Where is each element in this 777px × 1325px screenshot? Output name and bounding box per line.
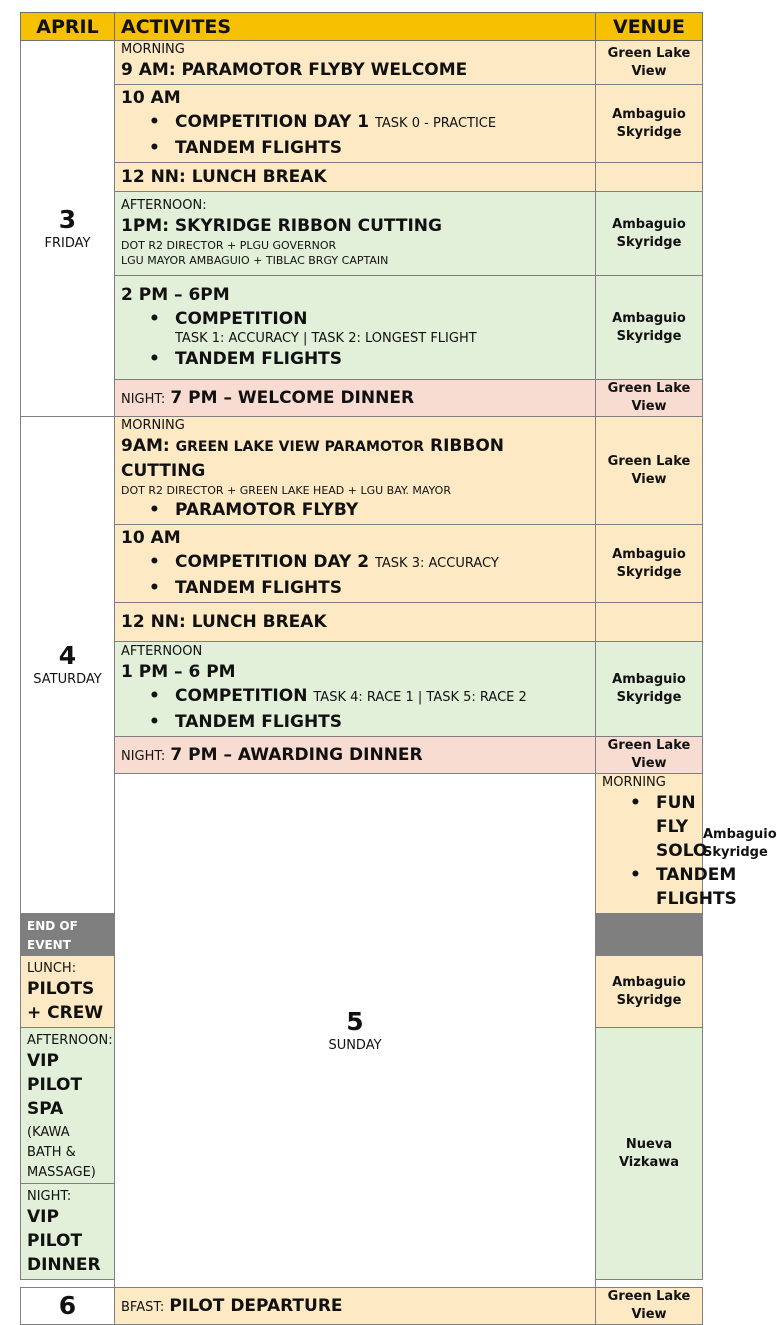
venue-cell: Green Lake View [596, 1288, 703, 1325]
bullet-text: COMPETITION DAY 1 [175, 112, 370, 132]
period-label: NIGHT: [121, 748, 166, 764]
activity-detail: LGU MAYOR AMBAGUIO + TIBLAC BRGY CAPTAIN [121, 254, 389, 267]
bullet-note: TASK 4: RACE 1 | TASK 5: RACE 2 [313, 689, 527, 705]
period-label: AFTERNOON: [121, 198, 207, 213]
day-cell [21, 41, 115, 417]
activity-title [121, 434, 589, 483]
activity-cell [596, 774, 737, 914]
schedule-row [21, 192, 703, 276]
title-place: GREEN LAKE VIEW PARAMOTOR [175, 439, 425, 455]
activity-cell [21, 956, 115, 1028]
activity-note: (KAWA BATH & MASSAGE) [27, 1125, 96, 1180]
day-number: 4 [58, 641, 77, 670]
activity-cell [21, 1184, 115, 1280]
activity-cell [115, 1288, 596, 1325]
activity-cell [115, 417, 596, 525]
header-venue: VENUE [596, 13, 703, 41]
activity-title: PILOTS + CREW [27, 979, 104, 1023]
end-of-event-label: END OF EVENT [27, 919, 78, 952]
bullet-text: COMPETITION DAY 2 [175, 552, 370, 572]
bullet-item [121, 136, 589, 160]
activity-detail: DOT R2 DIRECTOR + PLGU GOVERNOR [121, 239, 337, 252]
day-number: 6 [58, 1291, 77, 1320]
activity-title: PILOT DEPARTURE [169, 1295, 343, 1316]
activity-time: 10 AM [121, 528, 181, 548]
activity-title: VIP PILOT DINNER [27, 1207, 101, 1275]
day-cell [21, 417, 115, 914]
bullet-text: COMPETITION [175, 685, 308, 706]
schedule-row [21, 41, 703, 85]
period-label: NIGHT: [27, 1189, 72, 1204]
venue-cell: Ambaguio Skyridge [596, 642, 703, 737]
activity-cell [115, 380, 596, 417]
schedule-row [21, 642, 703, 737]
day-name: SATURDAY [33, 672, 102, 687]
activity-cell [115, 41, 596, 85]
header-month: APRIL [21, 13, 115, 41]
bullet-note: TASK 0 - PRACTICE [374, 116, 497, 131]
spacer-cell [21, 1280, 115, 1288]
schedule-row [21, 276, 703, 380]
activity-title: VIP PILOT SPA [27, 1051, 83, 1119]
activity-title: 9 AM: PARAMOTOR FLYBY WELCOME [121, 60, 468, 80]
period-label: BFAST: [121, 1299, 165, 1315]
activity-title: 12 NN: LUNCH BREAK [121, 166, 327, 187]
activity-detail: DOT R2 DIRECTOR + GREEN LAKE HEAD + LGU BAY. MAYOR [121, 484, 451, 497]
period-label: MORNING [121, 42, 185, 57]
day-name: SUNDAY [328, 1037, 382, 1053]
bullet-note: TASK 1: ACCURACY | TASK 2: LONGEST FLIGHT [175, 331, 477, 346]
venue-cell: Nueva Vizkawa [596, 1028, 703, 1280]
activity-title: 12 NN: LUNCH BREAK [121, 611, 327, 632]
schedule-table [20, 12, 777, 1325]
title-time: 9AM: [121, 436, 170, 456]
venue-cell: Green Lake View [596, 737, 703, 774]
period-label: AFTERNOON: [27, 1033, 113, 1048]
activity-time: 1 PM – 6 PM [121, 661, 236, 682]
period-label: AFTERNOON [121, 643, 203, 659]
bullet-item [121, 110, 589, 136]
bullet-item [121, 684, 589, 710]
activity-title: 7 PM – AWARDING DINNER [170, 744, 423, 765]
venue-cell: Ambaguio Skyridge [596, 85, 703, 163]
bullet-item [121, 550, 589, 576]
schedule-row [21, 163, 703, 192]
schedule-row [21, 603, 703, 642]
day-number: 3 [58, 204, 77, 234]
activity-cell [115, 603, 596, 642]
period-label: MORNING [121, 418, 185, 433]
end-of-event-bar-venue [596, 914, 703, 956]
activity-title: 1PM: SKYRIDGE RIBBON CUTTING [121, 216, 442, 236]
activity-cell [115, 525, 596, 603]
bullet-item: • TANDEM FLIGHTS [121, 347, 589, 371]
bullet-item: • PARAMOTOR FLYBY [121, 498, 589, 522]
venue-cell: Green Lake View [596, 417, 703, 525]
venue-cell: Green Lake View [596, 380, 703, 417]
activity-cell [115, 737, 596, 774]
day-name: FRIDAY [44, 235, 91, 251]
activity-cell [115, 85, 596, 163]
schedule-row [21, 85, 703, 163]
venue-cell: Green Lake View [596, 41, 703, 85]
period-label: LUNCH: [27, 961, 77, 976]
activity-cell [115, 163, 596, 192]
activity-cell [115, 192, 596, 276]
schedule-row [21, 525, 703, 603]
bullet-item: • TANDEM FLIGHTS [602, 863, 696, 911]
venue-cell: Ambaguio Skyridge [596, 956, 703, 1028]
venue-cell: Ambaguio Skyridge [596, 276, 703, 380]
schedule-row [21, 737, 703, 774]
day-number: 5 [346, 1006, 364, 1036]
header-row [21, 13, 703, 41]
activity-time: 2 PM – 6PM [121, 285, 230, 305]
bullet-item: • FUN FLY SOLO [602, 791, 696, 863]
bullet-note: TASK 3: ACCURACY [374, 556, 499, 571]
end-of-event-bar [21, 914, 115, 956]
activity-cell [115, 276, 596, 380]
day-cell [21, 1288, 115, 1325]
activity-title: 7 PM – WELCOME DINNER [170, 387, 415, 408]
schedule-row [21, 380, 703, 417]
venue-cell [596, 603, 703, 642]
venue-cell: Ambaguio Skyridge [596, 525, 703, 603]
venue-cell [596, 163, 703, 192]
period-label: MORNING [602, 775, 666, 790]
day-cell [115, 774, 596, 1288]
period-label: NIGHT: [121, 391, 166, 407]
activity-cell [115, 642, 596, 737]
activity-time: 10 AM [121, 88, 181, 108]
header-activities: ACTIVITES [115, 13, 596, 41]
spacer-cell [596, 1280, 703, 1288]
bullet-item: • TANDEM FLIGHTS [121, 576, 589, 600]
bullet-item: • COMPETITION [121, 307, 589, 331]
venue-cell: Ambaguio Skyridge [596, 192, 703, 276]
schedule-row [21, 417, 703, 525]
activity-cell [21, 1028, 115, 1184]
title-event: RIBBON CUTTING [121, 436, 505, 481]
bullet-text: TANDEM FLIGHTS [175, 138, 343, 158]
schedule-row [21, 1288, 703, 1325]
bullet-item: • TANDEM FLIGHTS [121, 710, 589, 734]
schedule-row: 5 SUNDAY MORNING • FUN FLY SOLO • TANDEM FLIGHTS Ambaguio Skyridge [21, 774, 703, 914]
